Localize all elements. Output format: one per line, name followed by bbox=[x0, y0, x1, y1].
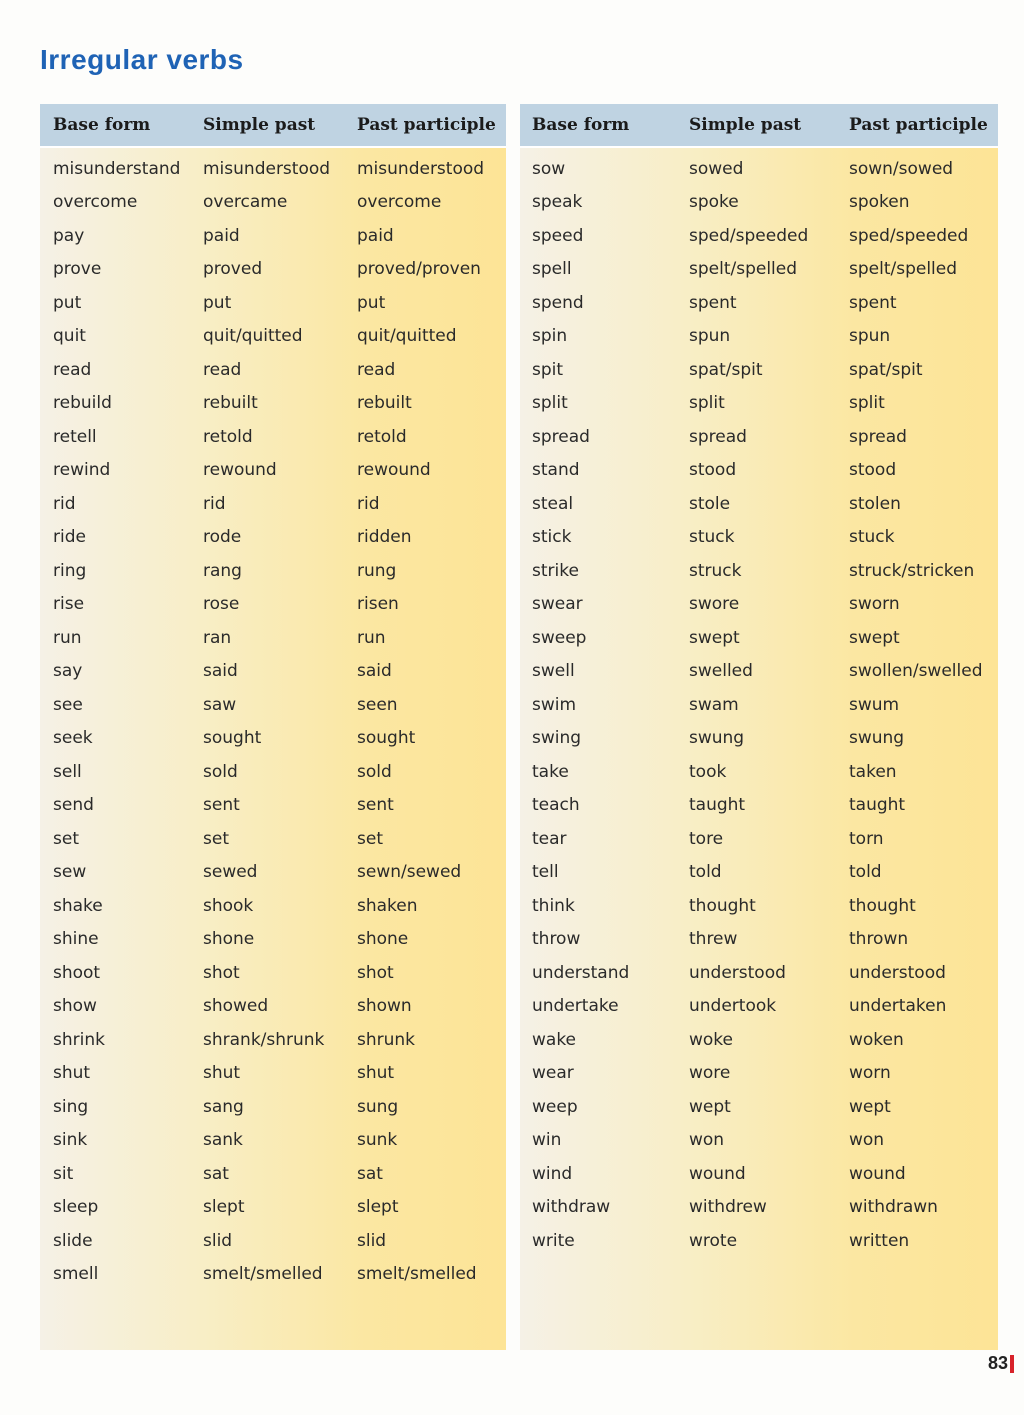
table-row bbox=[520, 152, 998, 186]
past-participle-cell: sung bbox=[357, 1096, 399, 1117]
table-body-left bbox=[40, 148, 506, 1291]
past-participle-cell: said bbox=[357, 661, 392, 682]
simple-past-cell: swelled bbox=[689, 661, 753, 682]
table-row bbox=[520, 923, 998, 957]
table-row bbox=[40, 655, 506, 689]
table-row bbox=[40, 1090, 506, 1124]
table-row bbox=[40, 152, 506, 186]
table-row bbox=[40, 889, 506, 923]
past-participle-cell: retold bbox=[357, 426, 407, 447]
simple-past-cell: sank bbox=[203, 1130, 243, 1151]
past-participle-cell: understood bbox=[849, 962, 946, 983]
simple-past-cell: rewound bbox=[203, 460, 277, 481]
table-row bbox=[40, 387, 506, 421]
table-row bbox=[40, 186, 506, 220]
table-row bbox=[40, 688, 506, 722]
simple-past-cell: wound bbox=[689, 1163, 746, 1184]
simple-past-cell: swore bbox=[689, 594, 740, 615]
page-number-text: 83 bbox=[987, 1353, 1008, 1373]
base-form-cell: read bbox=[53, 359, 92, 380]
table-row bbox=[520, 521, 998, 555]
table-row bbox=[520, 1023, 998, 1057]
simple-past-cell: took bbox=[689, 761, 727, 782]
base-form-cell: shoot bbox=[53, 962, 101, 983]
page-marker bbox=[1010, 1355, 1014, 1373]
base-form-cell: split bbox=[532, 393, 568, 414]
past-participle-cell: spat/spit bbox=[849, 359, 923, 380]
past-participle-cell: smelt/smelled bbox=[357, 1264, 477, 1285]
base-form-cell: run bbox=[53, 627, 82, 648]
table-body-right bbox=[520, 148, 998, 1258]
table-row bbox=[520, 286, 998, 320]
simple-past-cell: swept bbox=[689, 627, 740, 648]
base-form-cell: swell bbox=[532, 661, 575, 682]
simple-past-cell: swung bbox=[689, 728, 745, 749]
header-base-form: Base form bbox=[532, 115, 630, 135]
past-participle-cell: rebuilt bbox=[357, 393, 412, 414]
past-participle-cell: shown bbox=[357, 996, 412, 1017]
past-participle-cell: sat bbox=[357, 1163, 383, 1184]
past-participle-cell: rewound bbox=[357, 460, 431, 481]
base-form-cell: weep bbox=[532, 1096, 578, 1117]
simple-past-cell: showed bbox=[203, 996, 269, 1017]
table-row bbox=[520, 889, 998, 923]
simple-past-cell: won bbox=[689, 1130, 725, 1151]
table-row bbox=[40, 1124, 506, 1158]
table-row bbox=[40, 621, 506, 655]
simple-past-cell: sought bbox=[203, 728, 262, 749]
past-participle-cell: woken bbox=[849, 1029, 904, 1050]
table-row bbox=[40, 1224, 506, 1258]
past-participle-cell: sought bbox=[357, 728, 416, 749]
table-row bbox=[520, 1090, 998, 1124]
base-form-cell: speed bbox=[532, 225, 584, 246]
past-participle-cell: slid bbox=[357, 1230, 387, 1251]
table-row bbox=[520, 856, 998, 890]
base-form-cell: write bbox=[532, 1230, 575, 1251]
base-form-cell: speak bbox=[532, 192, 583, 213]
past-participle-cell: sunk bbox=[357, 1130, 398, 1151]
past-participle-cell: quit/quitted bbox=[357, 326, 457, 347]
simple-past-cell: wrote bbox=[689, 1230, 738, 1251]
simple-past-cell: sold bbox=[203, 761, 238, 782]
table-row bbox=[520, 253, 998, 287]
table-row bbox=[40, 588, 506, 622]
base-form-cell: say bbox=[53, 661, 83, 682]
past-participle-cell: taken bbox=[849, 761, 897, 782]
simple-past-cell: sowed bbox=[689, 158, 744, 179]
base-form-cell: spit bbox=[532, 359, 564, 380]
past-participle-cell: spent bbox=[849, 292, 897, 313]
simple-past-cell: sat bbox=[203, 1163, 229, 1184]
table-row bbox=[520, 387, 998, 421]
base-form-cell: throw bbox=[532, 929, 581, 950]
base-form-cell: undertake bbox=[532, 996, 619, 1017]
past-participle-cell: misunderstood bbox=[357, 158, 485, 179]
header-simple-past: Simple past bbox=[203, 115, 316, 135]
base-form-cell: sing bbox=[53, 1096, 89, 1117]
table-row bbox=[40, 990, 506, 1024]
table-row bbox=[40, 253, 506, 287]
past-participle-cell: told bbox=[849, 862, 882, 883]
past-participle-cell: run bbox=[357, 627, 386, 648]
past-participle-cell: stood bbox=[849, 460, 897, 481]
simple-past-cell: undertook bbox=[689, 996, 777, 1017]
header-simple-past: Simple past bbox=[689, 115, 802, 135]
table-header-right bbox=[520, 104, 998, 148]
simple-past-cell: wept bbox=[689, 1096, 731, 1117]
table-row bbox=[520, 688, 998, 722]
past-participle-cell: overcome bbox=[357, 192, 442, 213]
past-participle-cell: torn bbox=[849, 828, 884, 849]
simple-past-cell: quit/quitted bbox=[203, 326, 303, 347]
table-row bbox=[40, 554, 506, 588]
base-form-cell: shrink bbox=[53, 1029, 105, 1050]
past-participle-cell: thrown bbox=[849, 929, 909, 950]
base-form-cell: pay bbox=[53, 225, 85, 246]
simple-past-cell: threw bbox=[689, 929, 738, 950]
base-form-cell: spread bbox=[532, 426, 590, 447]
base-form-cell: tear bbox=[532, 828, 567, 849]
table-row bbox=[520, 1124, 998, 1158]
table-row bbox=[520, 353, 998, 387]
past-participle-cell: stuck bbox=[849, 527, 895, 548]
past-participle-cell: swum bbox=[849, 694, 900, 715]
table-row bbox=[40, 1191, 506, 1225]
base-form-cell: set bbox=[53, 828, 79, 849]
table-row bbox=[40, 923, 506, 957]
simple-past-cell: retold bbox=[203, 426, 253, 447]
simple-past-cell: sent bbox=[203, 795, 240, 816]
simple-past-cell: struck bbox=[689, 560, 742, 581]
base-form-cell: ride bbox=[53, 527, 86, 548]
base-form-cell: wake bbox=[532, 1029, 577, 1050]
table-row bbox=[40, 755, 506, 789]
simple-past-cell: shook bbox=[203, 895, 254, 916]
past-participle-cell: won bbox=[849, 1130, 885, 1151]
past-participle-cell: paid bbox=[357, 225, 394, 246]
base-form-cell: wear bbox=[532, 1063, 574, 1084]
simple-past-cell: spread bbox=[689, 426, 747, 447]
base-form-cell: teach bbox=[532, 795, 580, 816]
table-row bbox=[520, 1191, 998, 1225]
base-form-cell: spell bbox=[532, 259, 572, 280]
past-participle-cell: slept bbox=[357, 1197, 399, 1218]
table-row bbox=[520, 956, 998, 990]
simple-past-cell: shot bbox=[203, 962, 240, 983]
past-participle-cell: shaken bbox=[357, 895, 418, 916]
past-participle-cell: spread bbox=[849, 426, 907, 447]
past-participle-cell: shrunk bbox=[357, 1029, 416, 1050]
simple-past-cell: stood bbox=[689, 460, 737, 481]
table-row bbox=[40, 789, 506, 823]
past-participle-cell: shone bbox=[357, 929, 409, 950]
base-form-cell: strike bbox=[532, 560, 579, 581]
base-form-cell: tell bbox=[532, 862, 559, 883]
past-participle-cell: seen bbox=[357, 694, 398, 715]
page-number bbox=[988, 1353, 1014, 1374]
past-participle-cell: stolen bbox=[849, 493, 901, 514]
table-row bbox=[520, 1224, 998, 1258]
base-form-cell: rebuild bbox=[53, 393, 112, 414]
simple-past-cell: taught bbox=[689, 795, 746, 816]
past-participle-cell: risen bbox=[357, 594, 399, 615]
simple-past-cell: sped/speeded bbox=[689, 225, 809, 246]
past-participle-cell: spun bbox=[849, 326, 891, 347]
base-form-cell: sit bbox=[53, 1163, 74, 1184]
table-row bbox=[520, 755, 998, 789]
simple-past-cell: slept bbox=[203, 1197, 245, 1218]
table-header-left bbox=[40, 104, 506, 148]
simple-past-cell: split bbox=[689, 393, 725, 414]
past-participle-cell: sent bbox=[357, 795, 394, 816]
past-participle-cell: ridden bbox=[357, 527, 412, 548]
table-row bbox=[520, 320, 998, 354]
base-form-cell: misunderstand bbox=[53, 158, 181, 179]
simple-past-cell: sewed bbox=[203, 862, 258, 883]
past-participle-cell: read bbox=[357, 359, 396, 380]
table-row bbox=[520, 621, 998, 655]
simple-past-cell: rode bbox=[203, 527, 242, 548]
past-participle-cell: undertaken bbox=[849, 996, 947, 1017]
base-form-cell: swim bbox=[532, 694, 577, 715]
past-participle-cell: sewn/sewed bbox=[357, 862, 462, 883]
simple-past-cell: thought bbox=[689, 895, 756, 916]
table-row bbox=[40, 1057, 506, 1091]
table-row bbox=[520, 990, 998, 1024]
base-form-cell: spin bbox=[532, 326, 568, 347]
table-row bbox=[40, 487, 506, 521]
base-form-cell: shine bbox=[53, 929, 99, 950]
simple-past-cell: spun bbox=[689, 326, 731, 347]
base-form-cell: show bbox=[53, 996, 97, 1017]
past-participle-cell: wept bbox=[849, 1096, 891, 1117]
past-participle-cell: taught bbox=[849, 795, 906, 816]
simple-past-cell: smelt/smelled bbox=[203, 1264, 323, 1285]
base-form-cell: understand bbox=[532, 962, 630, 983]
past-participle-cell: struck/stricken bbox=[849, 560, 975, 581]
base-form-cell: sink bbox=[53, 1130, 88, 1151]
base-form-cell: sell bbox=[53, 761, 82, 782]
table-row bbox=[40, 956, 506, 990]
past-participle-cell: written bbox=[849, 1230, 910, 1251]
base-form-cell: send bbox=[53, 795, 94, 816]
simple-past-cell: proved bbox=[203, 259, 263, 280]
table-row bbox=[520, 554, 998, 588]
table-row bbox=[40, 219, 506, 253]
past-participle-cell: swept bbox=[849, 627, 900, 648]
base-form-cell: ring bbox=[53, 560, 87, 581]
simple-past-cell: sang bbox=[203, 1096, 244, 1117]
table-row bbox=[520, 655, 998, 689]
past-participle-cell: wound bbox=[849, 1163, 906, 1184]
simple-past-cell: rose bbox=[203, 594, 240, 615]
verb-table-left bbox=[40, 104, 506, 1350]
table-row bbox=[520, 588, 998, 622]
base-form-cell: stick bbox=[532, 527, 572, 548]
simple-past-cell: tore bbox=[689, 828, 724, 849]
base-form-cell: think bbox=[532, 895, 575, 916]
base-form-cell: win bbox=[532, 1130, 562, 1151]
simple-past-cell: spelt/spelled bbox=[689, 259, 798, 280]
table-row bbox=[520, 1057, 998, 1091]
table-row bbox=[40, 822, 506, 856]
simple-past-cell: withdrew bbox=[689, 1197, 767, 1218]
base-form-cell: seek bbox=[53, 728, 93, 749]
base-form-cell: stand bbox=[532, 460, 580, 481]
base-form-cell: retell bbox=[53, 426, 97, 447]
past-participle-cell: swung bbox=[849, 728, 905, 749]
base-form-cell: spend bbox=[532, 292, 584, 313]
simple-past-cell: put bbox=[203, 292, 232, 313]
base-form-cell: rewind bbox=[53, 460, 111, 481]
table-row bbox=[520, 420, 998, 454]
past-participle-cell: withdrawn bbox=[849, 1197, 938, 1218]
header-past-participle: Past participle bbox=[357, 115, 496, 135]
base-form-cell: quit bbox=[53, 326, 86, 347]
simple-past-cell: rid bbox=[203, 493, 226, 514]
past-participle-cell: sped/speeded bbox=[849, 225, 969, 246]
base-form-cell: slide bbox=[53, 1230, 93, 1251]
table-row bbox=[40, 454, 506, 488]
past-participle-cell: shut bbox=[357, 1063, 395, 1084]
past-participle-cell: worn bbox=[849, 1063, 891, 1084]
base-form-cell: shut bbox=[53, 1063, 91, 1084]
base-form-cell: rid bbox=[53, 493, 76, 514]
past-participle-cell: spelt/spelled bbox=[849, 259, 958, 280]
base-form-cell: sweep bbox=[532, 627, 587, 648]
simple-past-cell: stuck bbox=[689, 527, 735, 548]
simple-past-cell: spat/spit bbox=[689, 359, 763, 380]
table-row bbox=[520, 1157, 998, 1191]
past-participle-cell: set bbox=[357, 828, 383, 849]
page-title: Irregular verbs bbox=[40, 44, 244, 75]
simple-past-cell: rebuilt bbox=[203, 393, 258, 414]
past-participle-cell: proved/proven bbox=[357, 259, 481, 280]
table-row bbox=[520, 219, 998, 253]
table-row bbox=[520, 722, 998, 756]
table-row bbox=[40, 722, 506, 756]
table-row bbox=[40, 1023, 506, 1057]
header-past-participle: Past participle bbox=[849, 115, 988, 135]
base-form-cell: withdraw bbox=[532, 1197, 611, 1218]
table-row bbox=[520, 789, 998, 823]
simple-past-cell: read bbox=[203, 359, 242, 380]
table-row bbox=[40, 286, 506, 320]
base-form-cell: sleep bbox=[53, 1197, 99, 1218]
table-row bbox=[40, 521, 506, 555]
simple-past-cell: said bbox=[203, 661, 238, 682]
base-form-cell: sow bbox=[532, 158, 566, 179]
table-row bbox=[520, 454, 998, 488]
table-row bbox=[40, 856, 506, 890]
simple-past-cell: understood bbox=[689, 962, 786, 983]
past-participle-cell: sown/sowed bbox=[849, 158, 954, 179]
table-row bbox=[40, 320, 506, 354]
base-form-cell: swing bbox=[532, 728, 582, 749]
simple-past-cell: paid bbox=[203, 225, 240, 246]
verb-table-right bbox=[520, 104, 998, 1350]
past-participle-cell: split bbox=[849, 393, 885, 414]
table-row bbox=[520, 186, 998, 220]
past-participle-cell: thought bbox=[849, 895, 916, 916]
simple-past-cell: overcame bbox=[203, 192, 288, 213]
simple-past-cell: ran bbox=[203, 627, 232, 648]
base-form-cell: wind bbox=[532, 1163, 573, 1184]
past-participle-cell: rid bbox=[357, 493, 380, 514]
simple-past-cell: spent bbox=[689, 292, 737, 313]
past-participle-cell: sold bbox=[357, 761, 392, 782]
simple-past-cell: saw bbox=[203, 694, 237, 715]
table-row bbox=[40, 420, 506, 454]
table-row bbox=[40, 1258, 506, 1292]
simple-past-cell: slid bbox=[203, 1230, 233, 1251]
past-participle-cell: sworn bbox=[849, 594, 900, 615]
simple-past-cell: swam bbox=[689, 694, 739, 715]
simple-past-cell: shut bbox=[203, 1063, 241, 1084]
simple-past-cell: told bbox=[689, 862, 722, 883]
table-row bbox=[520, 487, 998, 521]
simple-past-cell: spoke bbox=[689, 192, 739, 213]
simple-past-cell: set bbox=[203, 828, 229, 849]
base-form-cell: swear bbox=[532, 594, 583, 615]
table-row bbox=[40, 353, 506, 387]
past-participle-cell: rung bbox=[357, 560, 397, 581]
table-row bbox=[40, 1157, 506, 1191]
header-base-form: Base form bbox=[53, 115, 151, 135]
simple-past-cell: wore bbox=[689, 1063, 731, 1084]
base-form-cell: put bbox=[53, 292, 82, 313]
base-form-cell: smell bbox=[53, 1264, 99, 1285]
past-participle-cell: swollen/swelled bbox=[849, 661, 983, 682]
simple-past-cell: woke bbox=[689, 1029, 734, 1050]
simple-past-cell: shrank/shrunk bbox=[203, 1029, 325, 1050]
base-form-cell: rise bbox=[53, 594, 85, 615]
base-form-cell: sew bbox=[53, 862, 87, 883]
past-participle-cell: shot bbox=[357, 962, 394, 983]
past-participle-cell: spoken bbox=[849, 192, 910, 213]
simple-past-cell: misunderstood bbox=[203, 158, 331, 179]
table-row bbox=[520, 822, 998, 856]
base-form-cell: overcome bbox=[53, 192, 138, 213]
base-form-cell: take bbox=[532, 761, 569, 782]
base-form-cell: see bbox=[53, 694, 83, 715]
base-form-cell: steal bbox=[532, 493, 574, 514]
base-form-cell: prove bbox=[53, 259, 102, 280]
simple-past-cell: stole bbox=[689, 493, 731, 514]
simple-past-cell: rang bbox=[203, 560, 242, 581]
simple-past-cell: shone bbox=[203, 929, 255, 950]
base-form-cell: shake bbox=[53, 895, 103, 916]
past-participle-cell: put bbox=[357, 292, 386, 313]
